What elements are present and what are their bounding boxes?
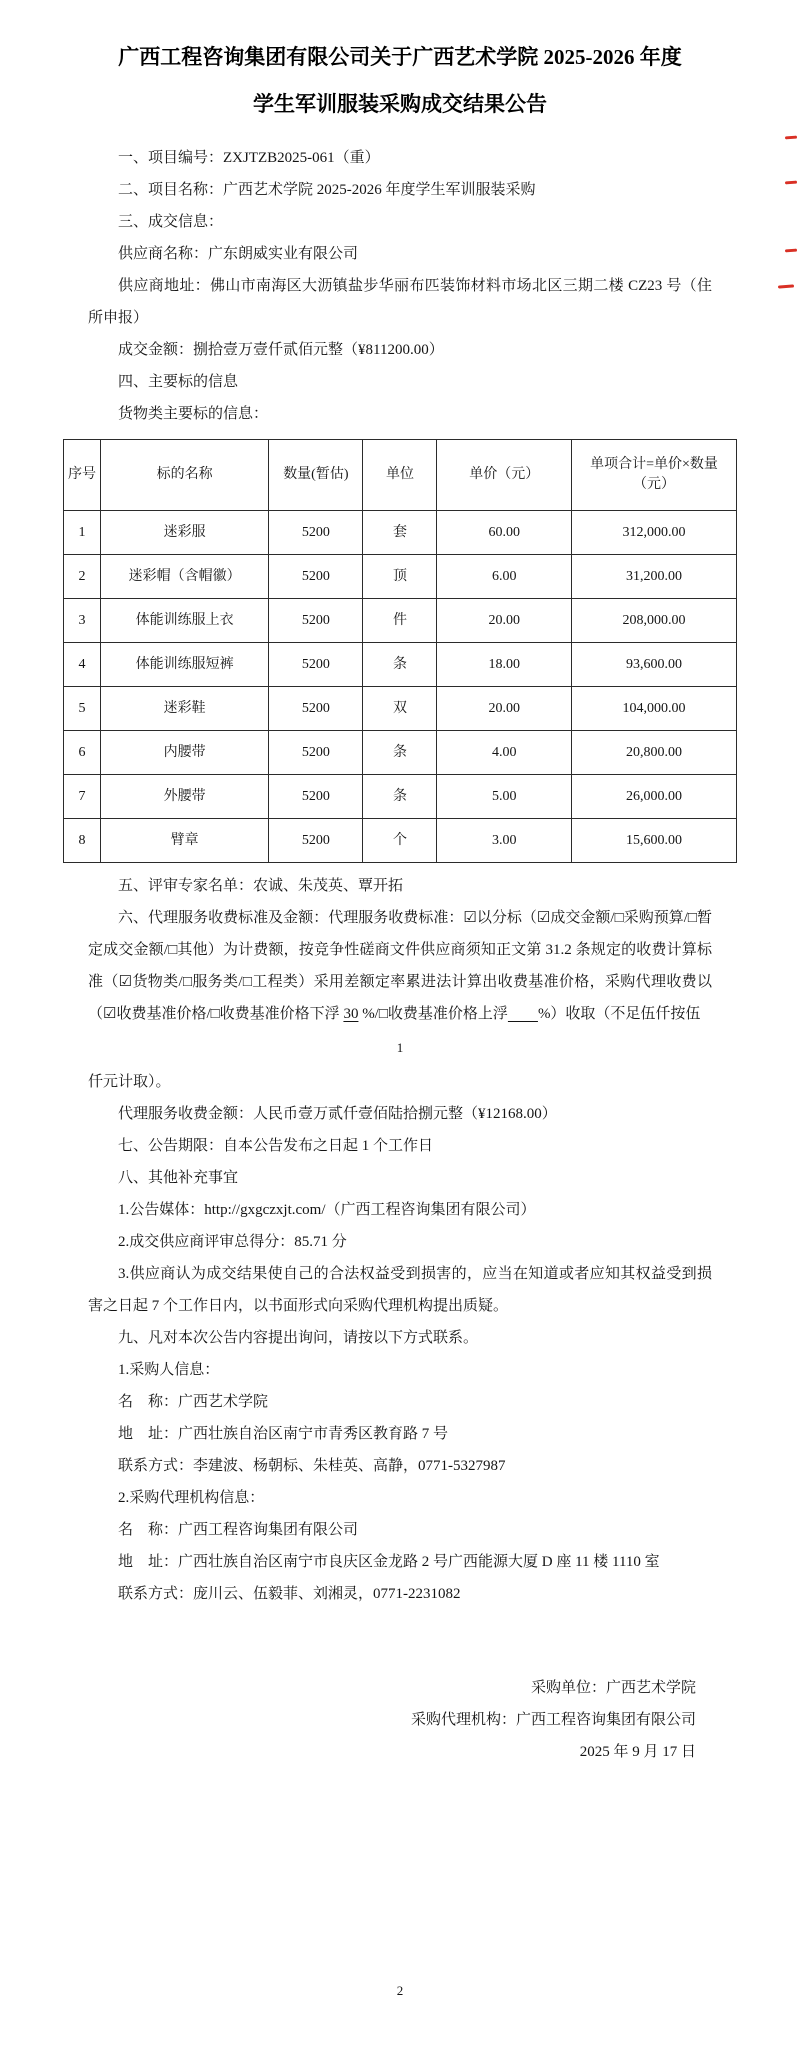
agency-fee-amount: 代理服务收费金额：人民币壹万贰仟壹佰陆拾捌元整（¥12168.00） [118,1106,557,1122]
supplier-address: 供应商地址：佛山市南海区大沥镇盐步华丽布匹装饰材料市场北区三期二楼 CZ23 号（住所申报） [88,278,712,326]
signature-purchaser: 采购单位：广西艺术学院 [530,1680,696,1696]
other-item-score: 2.成交供应商评审总得分：85.71 分 [118,1234,347,1250]
agency-heading: 2.采购代理机构信息： [118,1490,265,1506]
cell-qty: 5200 [269,819,363,863]
cell-name: 体能训练服短裤 [101,643,269,687]
purchaser-heading: 1.采购人信息： [118,1362,220,1378]
cell-total: 26,000.00 [572,775,737,819]
cell-total: 20,800.00 [572,731,737,775]
cell-unit: 顶 [363,555,437,599]
cell-price: 20.00 [437,687,572,731]
revision-mark [778,284,794,288]
cell-no: 4 [64,643,101,687]
fee-text-seg1: 六、代理服务收费标准及金额：代理服务收费标准：☑以分标（☑成交金额/□采购预算/□暂定成交金额/□其他）为计费额，按竞争性磋商文件供应商须知正文第 31.2 条规定的收费计算标准（☑货物类/□服务类/□工程类）采用差额定率累进法计算出收费基准价格，采购代理收费以（☑收费基准价格/□收费基准价格下浮 [88,910,712,1022]
cell-price: 6.00 [437,555,572,599]
other-item-media: 1.公告媒体：http://gxgczxjt.com/（广西工程咨询集团有限公司） [118,1202,536,1218]
deal-amount: 成交金额：捌拾壹万壹仟贰佰元整（¥811200.00） [118,342,444,358]
cell-total: 312,000.00 [572,511,737,555]
table-row [64,687,737,731]
agency-fee-standard [88,902,712,1030]
cell-price: 3.00 [437,819,572,863]
agency-name: 名 称：广西工程咨询集团有限公司 [118,1522,359,1538]
header-price: 单价（元） [437,440,572,511]
experts-list: 五、评审专家名单：农诚、朱茂英、覃开拓 [118,878,404,894]
cell-unit: 件 [363,599,437,643]
agency-fee-continuation: 仟元计取）。 [88,1074,171,1090]
page-title [0,0,800,128]
cell-qty: 5200 [269,599,363,643]
table-row [64,555,737,599]
cell-unit: 个 [363,819,437,863]
cell-name: 迷彩鞋 [101,687,269,731]
purchaser-name: 名 称：广西艺术学院 [118,1394,269,1410]
cell-name: 迷彩服 [101,511,269,555]
header-total [572,440,737,511]
cell-no: 5 [64,687,101,731]
page-number-2: 2 [396,1983,404,1998]
cell-name: 体能训练服上衣 [101,599,269,643]
document-body [68,142,718,1768]
table-row [64,643,737,687]
purchaser-address: 地 址：广西壮族自治区南宁市青秀区教育路 7 号 [118,1426,449,1442]
revision-mark [785,136,797,140]
cell-qty: 5200 [269,555,363,599]
cell-unit: 条 [363,731,437,775]
table-row [64,511,737,555]
cell-price: 18.00 [437,643,572,687]
cell-total: 208,000.00 [572,599,737,643]
announce-period: 七、公告期限：自本公告发布之日起 1 个工作日 [118,1138,434,1154]
page-number-1: 1 [396,1040,404,1055]
cell-qty: 5200 [269,511,363,555]
cell-unit: 条 [363,643,437,687]
contact-heading: 九、凡对本次公告内容提出询问，请按以下方式联系。 [118,1330,479,1346]
header-qty: 数量(暂估) [269,440,363,511]
cell-no: 8 [64,819,101,863]
cell-total: 93,600.00 [572,643,737,687]
cell-qty: 5200 [269,775,363,819]
table-row [64,819,737,863]
cell-name: 内腰带 [101,731,269,775]
cell-total: 31,200.00 [572,555,737,599]
revision-mark [785,181,797,185]
goods-info-label: 货物类主要标的信息： [118,406,269,422]
cell-qty: 5200 [269,643,363,687]
cell-total: 104,000.00 [572,687,737,731]
cell-price: 20.00 [437,599,572,643]
signature-agency: 采购代理机构：广西工程咨询集团有限公司 [410,1712,696,1728]
signature-block [88,1672,712,1768]
deal-info-heading: 三、成交信息： [118,214,224,230]
fee-discount-value: 30 [343,1006,359,1022]
title-line-2: 学生军训服装采购成交结果公告 [253,92,547,116]
cell-no: 7 [64,775,101,819]
header-no: 序号 [64,440,101,511]
purchaser-contact: 联系方式：李建波、杨朝标、朱桂英、高静，0771-5327987 [118,1458,506,1474]
other-item-objection: 3.供应商认为成交结果使自己的合法权益受到损害的，应当在知道或者应知其权益受到损害之日起 7 个工作日内，以书面形式向采购代理机构提出质疑。 [88,1266,712,1314]
fee-text-seg2: %/□收费基准价格上浮 [358,1006,508,1022]
fee-text-seg3: %）收取（不足伍仟按伍 [537,1006,701,1022]
header-name: 标的名称 [101,440,269,511]
header-unit: 单位 [363,440,437,511]
cell-unit: 套 [363,511,437,555]
cell-qty: 5200 [269,687,363,731]
cell-price: 60.00 [437,511,572,555]
fee-blank-underline [508,1006,538,1022]
other-heading: 八、其他补充事宜 [118,1170,239,1186]
table-header-row [64,440,737,511]
cell-price: 4.00 [437,731,572,775]
revision-mark [785,249,797,253]
cell-no: 3 [64,599,101,643]
agency-contact: 联系方式：庞川云、伍毅菲、刘湘灵，0771-2231082 [118,1586,461,1602]
main-subject-heading: 四、主要标的信息 [118,374,239,390]
goods-table [63,439,737,863]
table-row [64,775,737,819]
cell-unit: 双 [363,687,437,731]
cell-no: 2 [64,555,101,599]
cell-qty: 5200 [269,731,363,775]
cell-price: 5.00 [437,775,572,819]
header-total-line1: 单项合计=单价×数量 [590,457,718,472]
header-total-line2: （元） [633,477,676,492]
cell-unit: 条 [363,775,437,819]
signature-date: 2025 年 9 月 17 日 [579,1744,696,1760]
cell-name: 外腰带 [101,775,269,819]
title-line-1: 广西工程咨询集团有限公司关于广西艺术学院 2025-2026 年度 [118,45,682,69]
cell-name: 臂章 [101,819,269,863]
cell-name: 迷彩帽（含帽徽） [101,555,269,599]
table-row [64,599,737,643]
cell-no: 6 [64,731,101,775]
table-row [64,731,737,775]
project-name: 二、项目名称：广西艺术学院 2025-2026 年度学生军训服装采购 [118,182,536,198]
cell-no: 1 [64,511,101,555]
agency-address: 地 址：广西壮族自治区南宁市良庆区金龙路 2 号广西能源大厦 D 座 11 楼 1110 室 [118,1554,660,1570]
project-number: 一、项目编号：ZXJTZB2025-061（重） [118,150,380,166]
cell-total: 15,600.00 [572,819,737,863]
supplier-name: 供应商名称：广东朗威实业有限公司 [118,246,359,262]
